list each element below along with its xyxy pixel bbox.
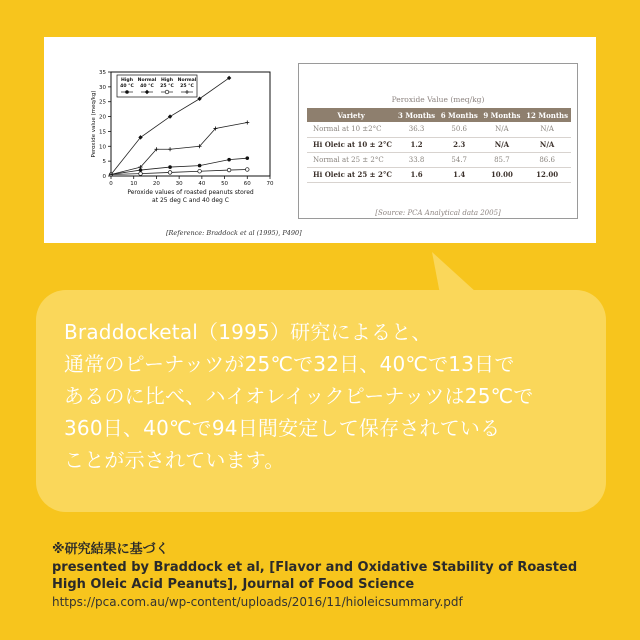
legend-label: 25 °C [160, 84, 174, 89]
data-point [139, 172, 143, 176]
table-cell: Normal at 25 ± 2°C [307, 152, 395, 167]
legend-label: Normal [177, 78, 197, 83]
table-cell: 1.4 [438, 167, 481, 182]
x-axis-label: Peroxide values of roasted peanuts stored [127, 189, 254, 196]
data-point [168, 147, 172, 151]
table-header-cell: 6 Months [438, 108, 481, 122]
data-point [165, 90, 169, 94]
table-cell: 10.00 [481, 167, 524, 182]
chart-reference: [Reference: Braddock et al (1995), P490] [166, 229, 302, 237]
speech-bubble-tail [432, 252, 482, 294]
table-cell: N/A [523, 122, 571, 137]
table-row [307, 137, 571, 152]
x-axis-label-line2: at 25 deg C and 40 deg C [152, 197, 229, 204]
credit-url[interactable]: https://pca.com.au/wp-content/uploads/2016/11/hioleicsummary.pdf [52, 595, 463, 609]
table-cell: N/A [481, 137, 524, 152]
table-cell: 1.6 [395, 167, 438, 182]
legend-label: High [121, 78, 133, 83]
y-tick-label: 35 [99, 70, 106, 76]
data-point [227, 168, 231, 172]
y-tick-label: 25 [99, 99, 106, 106]
data-point [245, 168, 249, 172]
table-body [307, 122, 571, 182]
table-row [307, 167, 571, 182]
x-tick-label: 0 [109, 181, 113, 187]
table-cell: 54.7 [438, 152, 481, 167]
y-tick-label: 15 [99, 129, 106, 136]
bubble-line: 通常のピーナッツが25℃で32日、40℃で13日で [64, 352, 515, 376]
bubble-text [64, 316, 594, 476]
table-header-cell: 12 Months [523, 108, 571, 122]
table-cell: 1.2 [395, 137, 438, 152]
data-point [245, 121, 249, 125]
peroxide-table [307, 108, 571, 183]
legend-label: High [161, 78, 173, 83]
table-header-cell: 9 Months [481, 108, 524, 122]
data-point [227, 158, 231, 162]
data-point [125, 90, 129, 94]
data-point [168, 171, 172, 175]
peroxide-table-card [298, 63, 578, 219]
table-cell: Hi Oleic at 10 ± 2°C [307, 137, 395, 152]
table-header-cell: 3 Months [395, 108, 438, 122]
y-tick-label: 5 [102, 159, 106, 166]
table-cell: 2.3 [438, 137, 481, 152]
table-cell: N/A [523, 137, 571, 152]
peroxide-chart [64, 52, 302, 252]
x-tick-label: 50 [221, 181, 229, 187]
bubble-line: Braddocketal（1995）研究によると、 [64, 320, 432, 344]
bubble-line: ことが示されています。 [64, 448, 285, 472]
table-cell: 36.3 [395, 122, 438, 137]
table-row [307, 122, 571, 137]
legend-label: Normal [137, 78, 157, 83]
table-source: [Source: PCA Analytical data 2005] [375, 209, 501, 217]
table-cell: 85.7 [481, 152, 524, 167]
credit-presented: presented by Braddock et al, [Flavor and Oxidative Stability of Roasted [52, 560, 578, 575]
table-cell: N/A [481, 122, 524, 137]
table-row [307, 152, 571, 167]
y-tick-label: 20 [99, 114, 106, 121]
x-tick-label: 10 [130, 181, 138, 187]
data-point [198, 164, 202, 168]
x-tick-label: 70 [266, 181, 274, 187]
legend-label: 40 °C [140, 84, 154, 89]
x-tick-label: 20 [152, 181, 160, 187]
table-header-cell: Variety [307, 108, 395, 122]
table-cell: 86.6 [523, 152, 571, 167]
table-cell: Normal at 10 ±2°C [307, 122, 395, 137]
x-tick-label: 60 [243, 181, 251, 187]
y-tick-label: 30 [99, 84, 106, 91]
legend-label: 25 °C [180, 84, 194, 89]
bubble-line: あるのに比べ、ハイオレイックピーナッツは25℃で [64, 384, 534, 408]
y-tick-label: 0 [102, 174, 106, 180]
table-cell: 33.8 [395, 152, 438, 167]
legend-label: 40 °C [120, 84, 134, 89]
y-axis-label: Peroxide value (meq/kg) [91, 90, 97, 158]
series-line [111, 169, 247, 174]
table-cell: 12.00 [523, 167, 571, 182]
y-tick-label: 10 [99, 144, 106, 151]
data-point [198, 169, 202, 173]
figure-panel [44, 37, 596, 243]
table-title: Peroxide Value (meq/kg) [391, 95, 485, 104]
table-cell: 50.6 [438, 122, 481, 137]
table-header-row [307, 108, 571, 122]
credit-presented-2: High Oleic Acid Peanuts], Journal of Food Science [52, 577, 415, 592]
peroxide-chart-svg [64, 52, 293, 222]
credit-block [52, 541, 612, 611]
credit-note: ※研究結果に基づく [52, 542, 169, 557]
data-point [168, 165, 172, 169]
table-cell: Hi Oleic at 25 ± 2°C [307, 167, 395, 182]
x-tick-label: 30 [175, 181, 183, 187]
data-point [245, 156, 249, 160]
bubble-line: 360日、40℃で94日間安定して保存されている [64, 416, 501, 440]
x-tick-label: 40 [198, 181, 206, 187]
